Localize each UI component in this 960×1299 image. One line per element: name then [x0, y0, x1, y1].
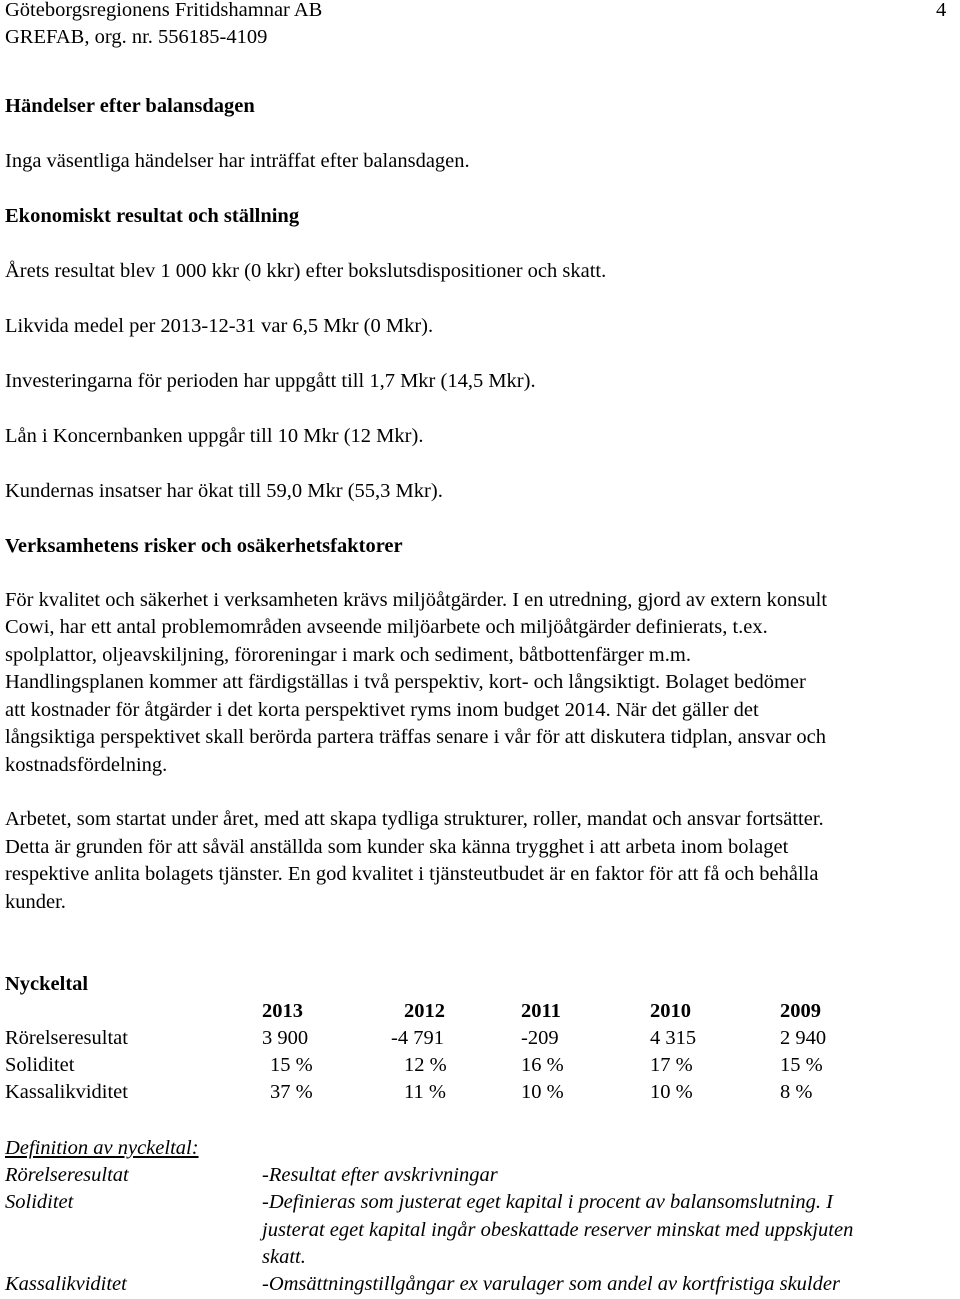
kpi-cell: 2 940: [780, 1027, 827, 1049]
company-name: Göteborgsregionens Fritidshamnar AB: [5, 0, 323, 21]
kpi-year-header: 2011: [521, 1000, 561, 1022]
risks-paragraph1-line: Handlingsplanen kommer att färdigställas i två perspektiv, kort- och långsiktigt. Bolaget bedömer: [5, 671, 806, 693]
result-line: Lån i Koncernbanken uppgår till 10 Mkr (12 Mkr).: [5, 425, 424, 447]
kpi-cell: 10 %: [650, 1081, 693, 1103]
kpi-row-label: Soliditet: [5, 1054, 75, 1076]
kpi-cell: 37 %: [270, 1081, 313, 1103]
kpi-row-label: Rörelseresultat: [5, 1027, 128, 1049]
kpi-cell: 11 %: [404, 1081, 446, 1103]
risks-paragraph2-line: respektive anlita bolagets tjänster. En god kvalitet i tjänsteutbudet är en faktor för att få och behålla: [5, 863, 819, 885]
result-line: Kundernas insatser har ökat till 59,0 Mkr (55,3 Mkr).: [5, 480, 443, 502]
risks-paragraph1-line: att kostnader för åtgärder i det korta perspektivet ryms inom budget 2014. När det gäller det: [5, 699, 759, 721]
risks-paragraph1-line: kostnadsfördelning.: [5, 754, 168, 776]
risks-paragraph1-line: långsiktiga perspektivet skall berörda partera träffas senare i vår för att diskutera tidplan, ansvar och: [5, 726, 827, 748]
result-line: Likvida medel per 2013-12-31 var 6,5 Mkr (0 Mkr).: [5, 315, 434, 337]
risks-paragraph2-line: Detta är grunden för att såväl anställda som kunder ska känna trygghet i att arbeta inom bolaget: [5, 836, 789, 858]
definition-text: -Resultat efter avskrivningar: [262, 1164, 498, 1186]
definition-term: Rörelseresultat: [5, 1164, 129, 1186]
kpi-cell: 4 315: [650, 1027, 697, 1049]
kpi-heading: Nyckeltal: [5, 973, 89, 995]
definition-text: -Definieras som justerat eget kapital i procent av balansomslutning. I: [262, 1191, 833, 1213]
definition-text: skatt.: [262, 1246, 306, 1268]
kpi-cell: 3 900: [262, 1027, 309, 1049]
risks-paragraph2-line: Arbetet, som startat under året, med att skapa tydliga strukturer, roller, mandat och ansvar fortsätter.: [5, 808, 824, 830]
definition-text: justerat eget kapital ingår obeskattade reserver minskat med uppskjuten: [262, 1219, 854, 1241]
kpi-year-header: 2009: [780, 1000, 821, 1022]
kpi-cell: -4 791: [391, 1027, 444, 1049]
risks-paragraph1-line: För kvalitet och säkerhet i verksamheten krävs miljöåtgärder. I en utredning, gjord av extern konsult: [5, 589, 828, 611]
risks-paragraph1-line: spolplattor, oljeavskiljning, föroreningar i mark och sediment, båtbottenfärger m.m.: [5, 644, 691, 666]
result-line: Investeringarna för perioden har uppgått till 1,7 Mkr (14,5 Mkr).: [5, 370, 536, 392]
result-heading: Ekonomiskt resultat och ställning: [5, 205, 300, 227]
result-line: Årets resultat blev 1 000 kkr (0 kkr) efter bokslutsdispositioner och skatt.: [5, 260, 607, 282]
risks-paragraph2-line: kunder.: [5, 891, 66, 913]
kpi-year-header: 2010: [650, 1000, 691, 1022]
kpi-year-header: 2013: [262, 1000, 303, 1022]
definition-text: -Omsättningstillgångar ex varulager som andel av kortfristiga skulder: [262, 1273, 840, 1295]
kpi-cell: 15 %: [270, 1054, 313, 1076]
kpi-cell: 15 %: [780, 1054, 823, 1076]
kpi-cell: 17 %: [650, 1054, 693, 1076]
kpi-row-label: Kassalikviditet: [5, 1081, 128, 1103]
events-heading: Händelser efter balansdagen: [5, 95, 255, 117]
org-number: GREFAB, org. nr. 556185-4109: [5, 26, 268, 48]
events-text: Inga väsentliga händelser har inträffat efter balansdagen.: [5, 150, 470, 172]
definition-term: Kassalikviditet: [5, 1273, 127, 1295]
kpi-cell: -209: [521, 1027, 559, 1049]
kpi-year-header: 2012: [404, 1000, 445, 1022]
kpi-cell: 12 %: [404, 1054, 447, 1076]
definitions-heading: Definition av nyckeltal:: [5, 1137, 199, 1159]
kpi-cell: 16 %: [521, 1054, 564, 1076]
definition-term: Soliditet: [5, 1191, 74, 1213]
page-number: 4: [936, 0, 947, 21]
risks-heading: Verksamhetens risker och osäkerhetsfaktorer: [5, 535, 403, 557]
kpi-cell: 10 %: [521, 1081, 564, 1103]
risks-paragraph1-line: Cowi, har ett antal problemområden avseende miljöarbete och miljöåtgärder definierats, t.ex.: [5, 616, 768, 638]
kpi-cell: 8 %: [780, 1081, 813, 1103]
